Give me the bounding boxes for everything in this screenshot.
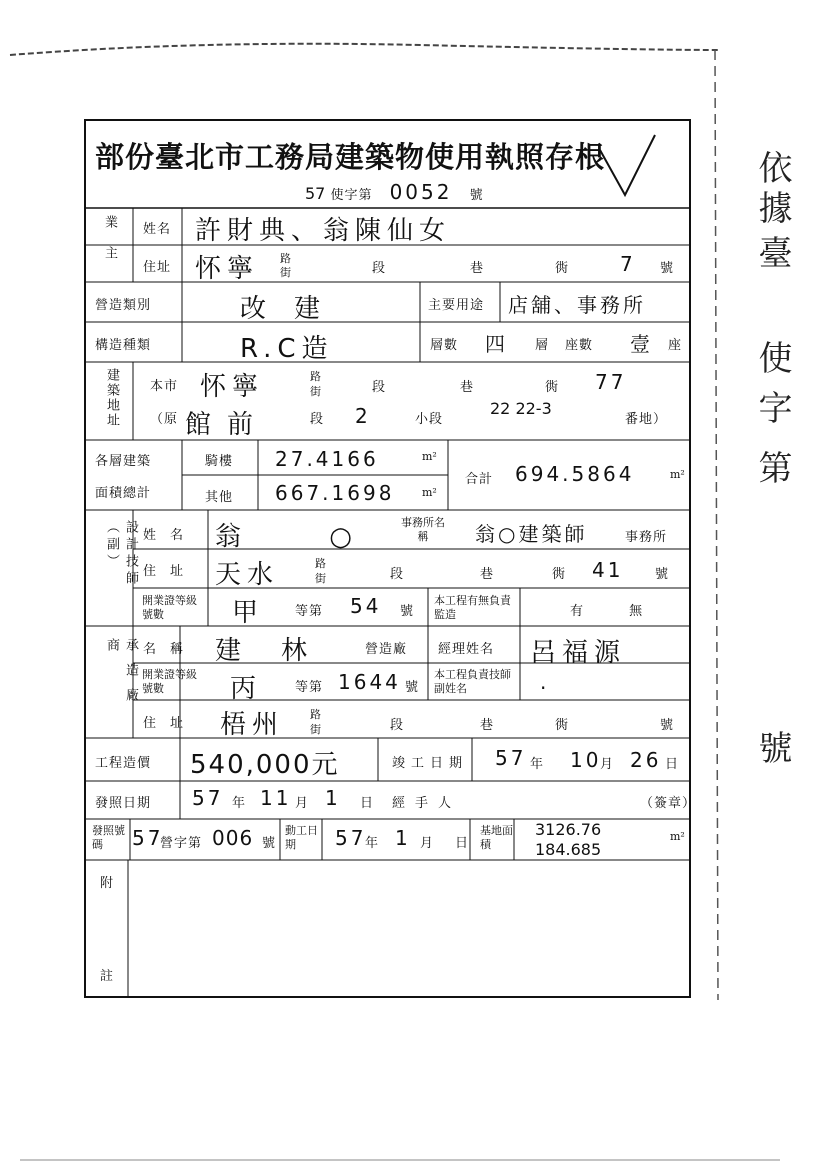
owner-road-label: 路 bbox=[280, 252, 291, 265]
architect-lane-label: 巷 bbox=[480, 567, 495, 582]
location-section-label: 段 bbox=[372, 380, 387, 395]
architect-alley-label: 衖 bbox=[552, 567, 567, 582]
arcade-unit: m² bbox=[422, 450, 437, 463]
build-type-value: 改建 bbox=[240, 294, 349, 324]
finish-year-value: 57 bbox=[495, 746, 527, 770]
start-day-unit: 日 bbox=[455, 836, 470, 851]
issue-day-value: 1 bbox=[325, 786, 341, 810]
architect-license-class: 甲 bbox=[232, 598, 265, 628]
side-char-5: 字 bbox=[752, 390, 792, 440]
document-title: 部份臺北市工務局建築物使用執照存根 bbox=[95, 140, 606, 174]
finish-date-label: 竣工日期 bbox=[392, 756, 469, 771]
architect-group-label: 設計技師（副） bbox=[104, 520, 138, 588]
build-type-label: 營造類別 bbox=[95, 298, 152, 313]
finish-month-unit: 月 bbox=[600, 757, 615, 772]
tech-value: . bbox=[540, 670, 550, 694]
office-suffix-label: 事務所 bbox=[625, 530, 668, 545]
issue-day-unit: 日 bbox=[360, 796, 375, 811]
architect-name-value: 翁 ○ bbox=[215, 522, 392, 552]
arcade-label: 騎樓 bbox=[205, 454, 234, 469]
company-number-label: 號 bbox=[660, 718, 675, 733]
other-unit: m² bbox=[422, 486, 437, 499]
architect-road-value: 天水 bbox=[215, 560, 280, 590]
company-name-label: 名稱 bbox=[143, 642, 198, 657]
main-use-label: 主要用途 bbox=[428, 298, 485, 313]
owner-street-label: 街 bbox=[280, 266, 291, 279]
main-use-value: 店舖、事務所 bbox=[508, 293, 646, 317]
start-date-label: 動工日期 bbox=[285, 824, 318, 851]
city-label: 本市 bbox=[150, 379, 179, 394]
handler-label: 經手人 bbox=[392, 796, 462, 811]
total-unit: m² bbox=[670, 468, 685, 481]
doc-year: 57 bbox=[305, 184, 326, 203]
arcade-area-value: 27.4166 bbox=[275, 447, 379, 471]
company-section-label: 段 bbox=[390, 718, 405, 733]
owner-lane-label: 巷 bbox=[470, 261, 485, 276]
other-area-value: 667.1698 bbox=[275, 481, 395, 505]
cost-value: 540,000元 bbox=[190, 750, 340, 780]
location-road-label: 路 bbox=[310, 370, 321, 383]
issue-year-value: 57 bbox=[192, 786, 224, 810]
location-road-value: 怀寧 bbox=[200, 372, 265, 402]
area-group-label-2: 面積總計 bbox=[95, 486, 152, 501]
owner-road-value: 怀寧 bbox=[195, 254, 260, 284]
lot-label: 番地） bbox=[625, 412, 668, 427]
seats-label: 座數 bbox=[565, 338, 594, 353]
company-license-label: 開業證等級號數 bbox=[142, 668, 197, 695]
start-month-unit: 月 bbox=[420, 836, 435, 851]
note-label-2: 註 bbox=[100, 969, 115, 984]
company-license-class: 丙 bbox=[230, 674, 263, 704]
finish-day-value: 26 bbox=[630, 748, 662, 772]
company-license-no: 1644 bbox=[338, 670, 401, 694]
location-lane-label: 巷 bbox=[460, 380, 475, 395]
architect-number-unit: 號 bbox=[400, 604, 415, 619]
owner-alley-label: 衖 bbox=[555, 261, 570, 276]
architect-grade-label: 等第 bbox=[295, 604, 324, 619]
company-number-unit: 號 bbox=[405, 680, 420, 695]
floors-value: 四 bbox=[485, 332, 508, 356]
start-month-value: 1 bbox=[395, 826, 411, 850]
finish-day-unit: 日 bbox=[665, 757, 680, 772]
orig-label: （原 bbox=[150, 412, 179, 427]
orig-section-label: 段 bbox=[310, 412, 325, 427]
company-suffix-label: 營造廠 bbox=[365, 642, 408, 657]
architect-license-label: 開業證等級號數 bbox=[142, 594, 197, 621]
permit-no-unit: 號 bbox=[262, 836, 277, 851]
architect-number-label: 號 bbox=[655, 567, 670, 582]
tech-label: 本工程負責技師副姓名 bbox=[434, 668, 511, 695]
site-area-value-2: 184.685 bbox=[535, 840, 602, 859]
finish-year-unit: 年 bbox=[530, 757, 545, 772]
structure-value: R.C造 bbox=[240, 334, 334, 364]
total-area-value: 694.5864 bbox=[515, 462, 635, 486]
owner-address-label: 住址 bbox=[143, 260, 172, 275]
permit-year-value: 57 bbox=[132, 826, 164, 850]
cost-label: 工程造價 bbox=[95, 756, 152, 771]
location-alley-label: 衖 bbox=[545, 380, 560, 395]
architect-street-label: 街 bbox=[315, 572, 326, 585]
issue-date-label: 發照日期 bbox=[95, 796, 152, 811]
location-group-label: 建築地址 bbox=[104, 368, 119, 428]
company-alley-label: 衖 bbox=[555, 718, 570, 733]
office-name-label: 事務所名稱 bbox=[401, 516, 445, 543]
doc-no-suffix: 號 bbox=[469, 188, 484, 203]
other-label: 其他 bbox=[205, 490, 234, 505]
permit-word-label: 營字第 bbox=[160, 836, 203, 851]
manager-label: 經理姓名 bbox=[438, 642, 495, 657]
finish-month-value: 10 bbox=[570, 748, 602, 772]
orig-section-value: 2 bbox=[355, 404, 371, 428]
owner-number-value: 7 bbox=[620, 252, 636, 276]
side-char-3: 臺 bbox=[752, 235, 792, 285]
architect-number-value: 41 bbox=[592, 558, 624, 582]
site-area-unit: m² bbox=[670, 830, 685, 843]
owner-group-label: 業主 bbox=[102, 215, 117, 277]
manager-value: 呂福源 bbox=[530, 638, 627, 668]
site-area-label: 基地面積 bbox=[480, 824, 513, 851]
architect-address-label: 住址 bbox=[143, 564, 198, 579]
side-char-6: 第 bbox=[752, 450, 792, 500]
start-year-unit: 年 bbox=[365, 836, 380, 851]
architect-license-no: 54 bbox=[350, 594, 382, 618]
site-area-value-1: 3126.76 bbox=[535, 820, 602, 839]
seats-value: 壹 bbox=[630, 332, 653, 356]
location-number-value: 77 bbox=[595, 370, 627, 394]
owner-name-value: 許財典、翁陳仙女 bbox=[195, 216, 452, 246]
company-grade-label: 等第 bbox=[295, 680, 324, 695]
company-road-label: 路 bbox=[310, 708, 321, 721]
seats-unit: 座 bbox=[668, 338, 683, 353]
document-number bbox=[305, 180, 484, 204]
issue-month-unit: 月 bbox=[295, 796, 310, 811]
side-char-2: 據 bbox=[752, 190, 792, 240]
contractor-group-label: 承造廠商 bbox=[104, 638, 138, 713]
start-year-value: 57 bbox=[335, 826, 367, 850]
issue-year-unit: 年 bbox=[232, 796, 247, 811]
company-address-label: 住址 bbox=[143, 716, 198, 731]
owner-number-label: 號 bbox=[660, 261, 675, 276]
owner-name-label: 姓名 bbox=[143, 222, 172, 237]
company-road-value: 梧州 bbox=[220, 710, 285, 740]
side-handwriting: 依 據 臺 使 字 第 號 bbox=[748, 150, 828, 970]
architect-road-label: 路 bbox=[315, 557, 326, 570]
issue-month-value: 11 bbox=[260, 786, 292, 810]
structure-label: 構造種類 bbox=[95, 338, 152, 353]
supervise-value: 有 無 bbox=[570, 604, 644, 619]
office-name-value: 翁○建築師 bbox=[475, 522, 588, 546]
area-group-label-1: 各層建築 bbox=[95, 454, 152, 469]
sign-label: （簽章） bbox=[640, 796, 697, 811]
orig-place-value: 館前 bbox=[185, 410, 270, 440]
note-label-1: 附 bbox=[100, 876, 115, 891]
side-char-7: 號 bbox=[752, 730, 792, 780]
supervise-label: 本工程有無負責監造 bbox=[434, 594, 511, 621]
location-street-label: 街 bbox=[310, 385, 321, 398]
architect-name-label: 姓名 bbox=[143, 528, 198, 543]
total-label: 合計 bbox=[465, 472, 494, 487]
doc-no-value: 0052 bbox=[389, 180, 453, 204]
company-name-value: 建林 bbox=[215, 636, 348, 666]
floors-unit: 層 bbox=[535, 338, 550, 353]
company-street-label: 街 bbox=[310, 723, 321, 736]
subsection-label: 小段 bbox=[415, 412, 444, 427]
permit-no-label: 發照號碼 bbox=[92, 824, 125, 851]
side-char-4: 使 bbox=[752, 340, 792, 390]
architect-section-label: 段 bbox=[390, 567, 405, 582]
company-lane-label: 巷 bbox=[480, 718, 495, 733]
orig-lot-value: 22 22-3 bbox=[490, 399, 552, 418]
doc-no-label: 使字第 bbox=[330, 188, 373, 203]
floors-label: 層數 bbox=[430, 338, 459, 353]
permit-no-value: 006 bbox=[212, 826, 254, 850]
owner-section-label: 段 bbox=[372, 261, 387, 276]
